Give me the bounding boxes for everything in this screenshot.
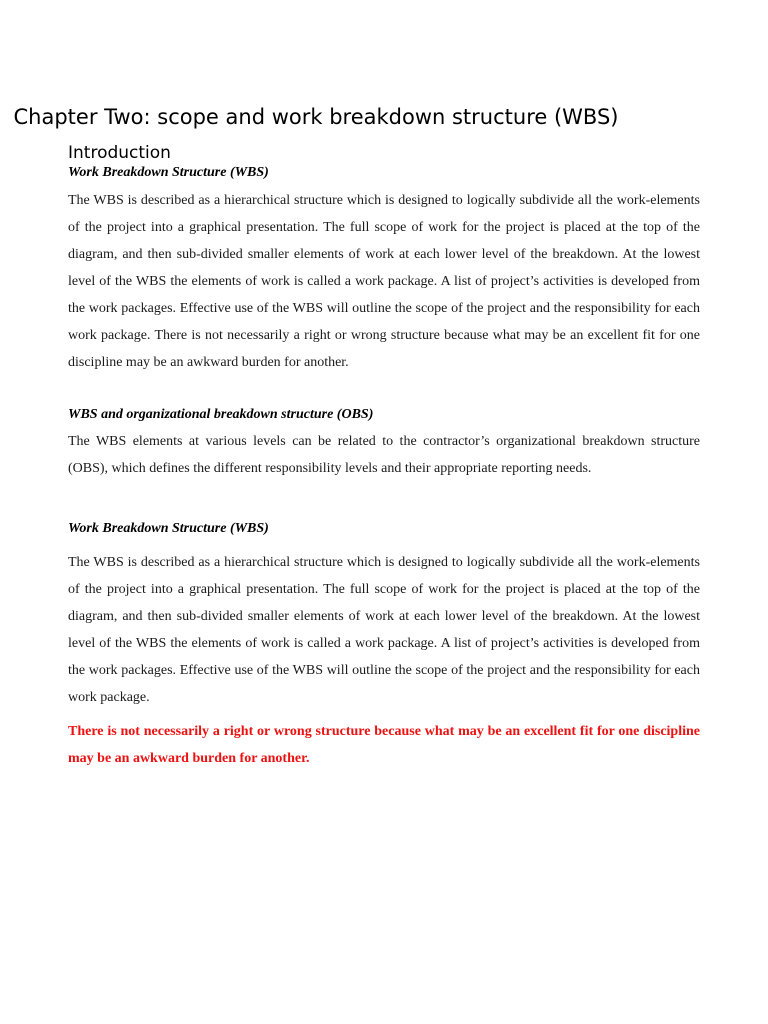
paragraph-wbs-description: The WBS is described as a hierarchical structure which is designed to logically subdivide all the work-elements of the project into a graphical presentation. The full scope of work for the project is placed at the top of the diagram, and then sub-divided smaller elements of work at each lower level of the breakdown. At the lowest level of the WBS the elements of work is called a work package. A list of project’s activities is developed from the work packages. Effective use of the WBS will outline the scope of the project and the responsibility for each work package. There is not necessarily a right or wrong structure because what may be an excellent fit for one discipline may be an awkward burden for another.	[68, 193, 700, 370]
section-heading-introduction: Introduction	[68, 143, 171, 163]
subheading-wbs: Work Breakdown Structure (WBS)	[68, 165, 269, 180]
subheading-wbs-repeat: Work Breakdown Structure (WBS)	[68, 521, 269, 536]
page-title: Chapter Two: scope and work breakdown structure (WBS)	[13, 105, 619, 129]
paragraph-wbs-obs: The WBS elements at various levels can be related to the contractor’s organizational breakdown structure (OBS), which defines the different responsibility levels and their appropriate reporting needs.	[68, 434, 700, 476]
highlight-paragraph: There is not necessarily a right or wrong structure because what may be an excellent fit for one discipline may be an awkward burden for another.	[68, 724, 700, 766]
paragraph-wbs-repeat: The WBS is described as a hierarchical structure which is designed to logically subdivide all the work-elements of the project into a graphical presentation. The full scope of work for the project is placed at the top of the diagram, and then sub-divided smaller elements of work at each lower level of the breakdown. At the lowest level of the WBS the elements of work is called a work package. A list of project’s activities is developed from the work packages. Effective use of the WBS will outline the scope of the project and the responsibility for each work package.	[68, 555, 700, 705]
subheading-wbs-obs: WBS and organizational breakdown structure (OBS)	[68, 407, 374, 422]
